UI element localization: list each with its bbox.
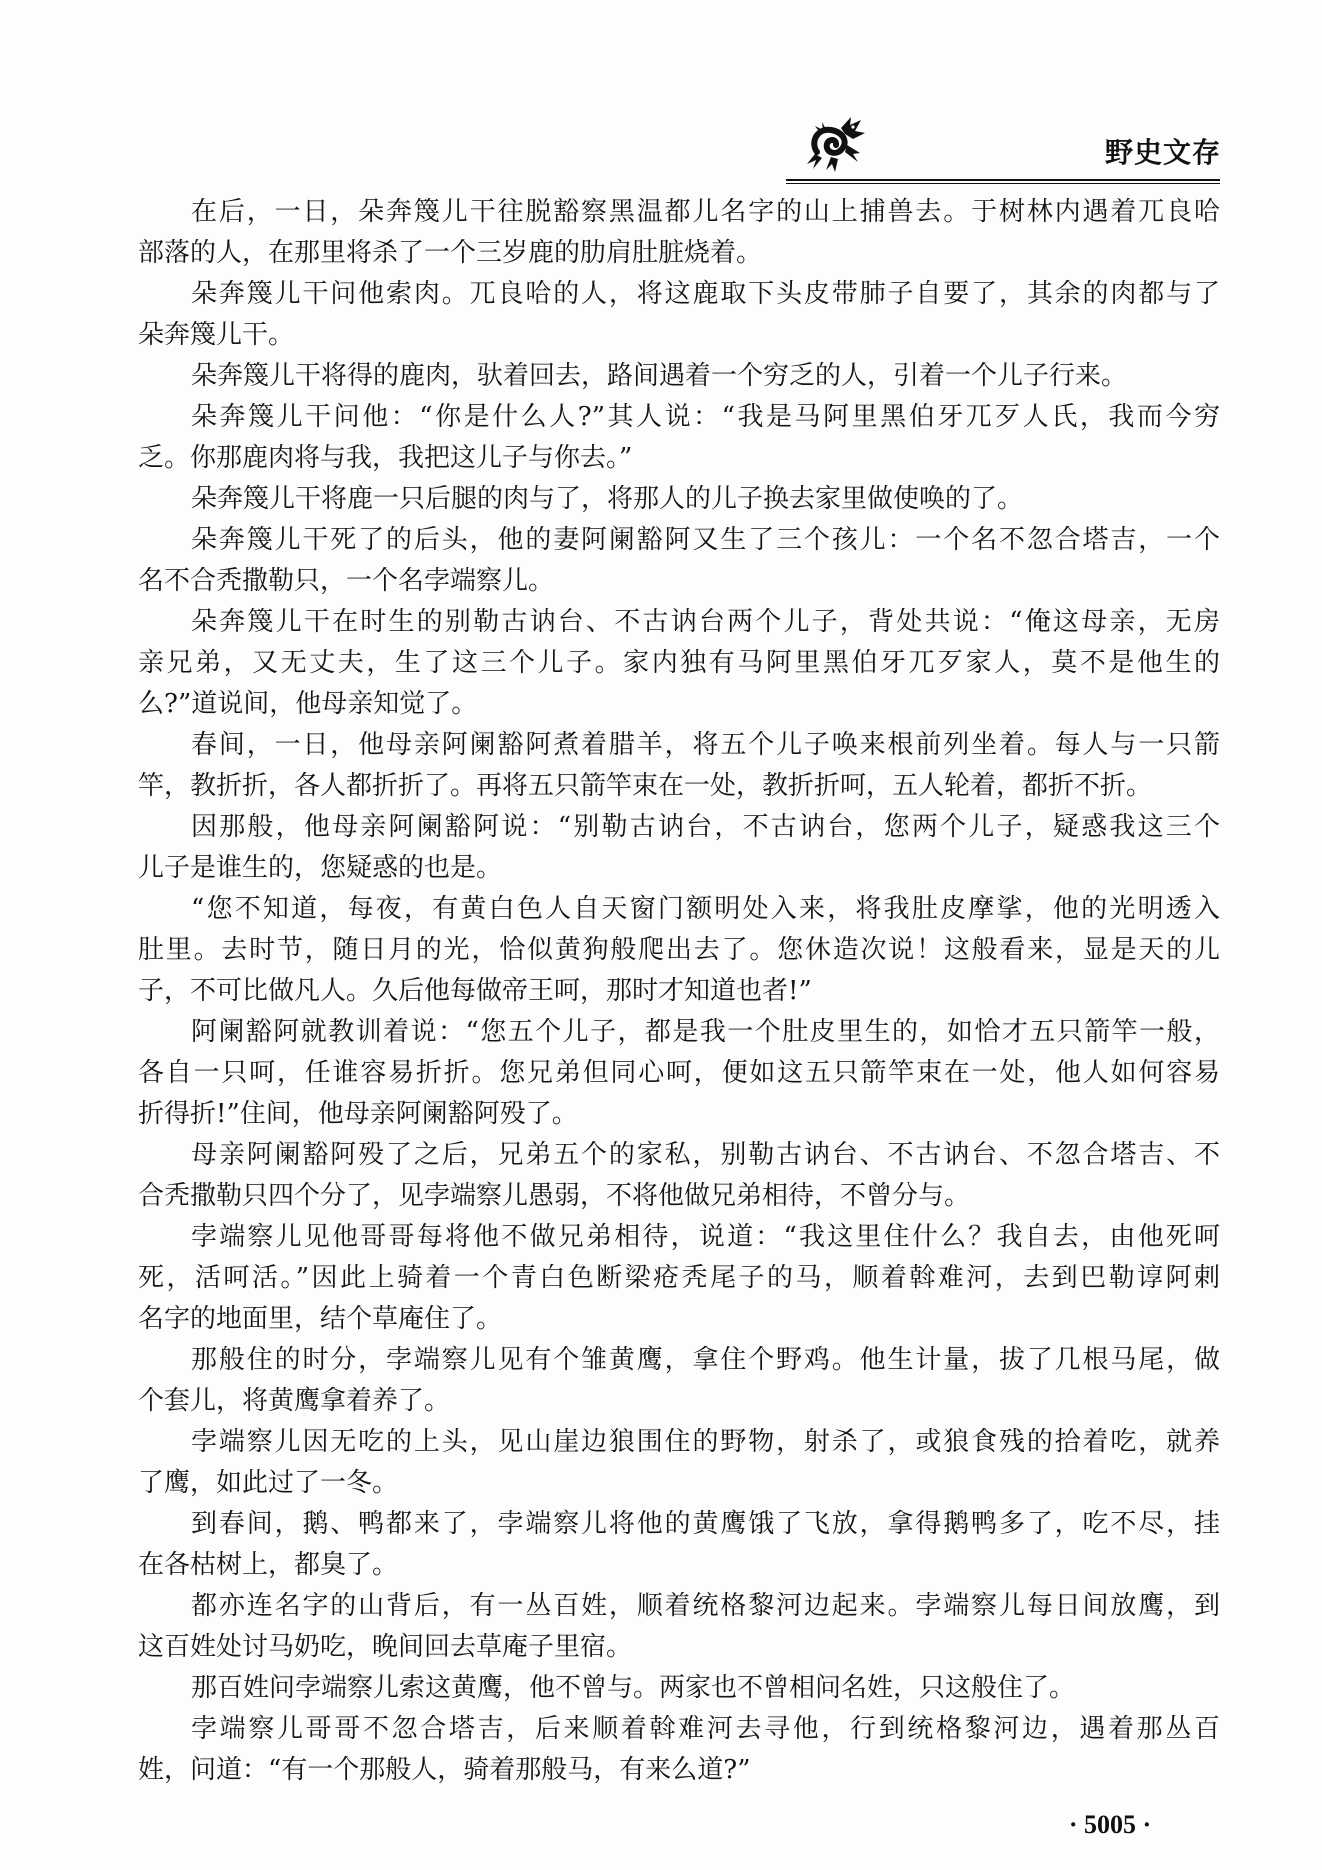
paragraph (138, 479, 1220, 520)
text-line: 名字的地面里，结个草庵住了。 (138, 1304, 503, 1334)
text-line: 这百姓处讨马奶吃，晚间回去草庵子里宿。 (138, 1632, 633, 1662)
paragraph (138, 520, 1220, 602)
page-number: · 5005 · (1068, 1810, 1152, 1839)
text-line: 朵奔篾儿干在时生的别勒古讷台、不古讷台两个儿子，背处共说：“俺这母亲，无房 (191, 607, 1220, 637)
dragon-icon (805, 112, 869, 174)
text-line: 孛端察儿哥哥不忽合塔吉，后来顺着斡难河去寻他，行到统格黎河边，遇着那丛百 (191, 1714, 1220, 1744)
text-line: 姓，问道：“有一个那般人，骑着那般马，有来么道?” (138, 1755, 751, 1785)
text-line: 了鹰，如此过了一冬。 (138, 1468, 399, 1498)
text-line: 朵奔篾儿干。 (138, 320, 295, 350)
text-line: 肚里。去时节，随日月的光，恰似黄狗般爬出去了。您休造次说！这般看来，显是天的儿 (138, 935, 1220, 965)
text-line: 在各枯树上，都臭了。 (138, 1550, 399, 1580)
paragraph (138, 725, 1220, 807)
body-text (138, 192, 1220, 1791)
text-line: 在后，一日，朵奔篾儿干往脱豁察黑温都儿名字的山上捕兽去。于树林内遇着兀良哈 (191, 197, 1220, 227)
text-line: 么?”道说间，他母亲知觉了。 (138, 689, 478, 719)
paragraph (138, 1504, 1220, 1586)
text-line: 朵奔篾儿干问他索肉。兀良哈的人，将这鹿取下头皮带肺子自要了，其余的肉都与了 (191, 279, 1220, 309)
text-line: 儿子是谁生的，您疑惑的也是。 (138, 853, 503, 883)
text-line: 那百姓问孛端察儿索这黄鹰，他不曾与。两家也不曾相问名姓，只这般住了。 (191, 1673, 1076, 1703)
text-line: 因那般，他母亲阿阑豁阿说：“别勒古讷台，不古讷台，您两个儿子，疑惑我这三个 (191, 812, 1220, 842)
text-line: 春间，一日，他母亲阿阑豁阿煮着腊羊，将五个儿子唤来根前列坐着。每人与一只箭 (191, 730, 1220, 760)
header-rule (786, 179, 1220, 184)
text-line: 那般住的时分，孛端察儿见有个雏黄鹰，拿住个野鸡。他生计量，拔了几根马尾，做 (191, 1345, 1220, 1375)
text-line: “您不知道，每夜，有黄白色人自天窗门额明处入来，将我肚皮摩挲，他的光明透入 (191, 894, 1220, 924)
text-line: 竿，教折折，各人都折折了。再将五只箭竿束在一处，教折折呵，五人轮着，都折不折。 (138, 771, 1153, 801)
text-line: 死，活呵活。”因此上骑着一个青白色断梁疮秃尾子的马，顺着斡难河，去到巴勒谆阿剌 (138, 1263, 1220, 1293)
paragraph (138, 602, 1220, 725)
text-line: 子，不可比做凡人。久后他每做帝王呵，那时才知道也者!” (138, 976, 812, 1006)
paragraph (138, 1709, 1220, 1791)
paragraph (138, 1668, 1220, 1709)
text-line: 朵奔篾儿干问他：“你是什么人?”其人说：“我是马阿里黑伯牙兀歹人氏，我而今穷 (191, 402, 1220, 432)
text-line: 朵奔篾儿干将得的鹿肉，驮着回去，路间遇着一个穷乏的人，引着一个儿子行来。 (191, 361, 1128, 391)
paragraph (138, 192, 1220, 274)
text-line: 名不合秃撒勒只，一个名孛端察儿。 (138, 566, 555, 596)
text-line: 合秃撒勒只四个分了，见孛端察儿愚弱，不将他做兄弟相待，不曾分与。 (138, 1181, 971, 1211)
text-line: 母亲阿阑豁阿殁了之后，兄弟五个的家私，别勒古讷台、不古讷台、不忽合塔吉、不 (191, 1140, 1220, 1170)
text-line: 都亦连名字的山背后，有一丛百姓，顺着统格黎河边起来。孛端察儿每日间放鹰，到 (191, 1591, 1220, 1621)
text-line: 孛端察儿因无吃的上头，见山崖边狼围住的野物，射杀了，或狼食残的拾着吃，就养 (191, 1427, 1220, 1457)
paragraph (138, 807, 1220, 889)
text-line: 各自一只呵，任谁容易折折。您兄弟但同心呵，便如这五只箭竿束在一处，他人如何容易 (138, 1058, 1220, 1088)
paragraph (138, 1422, 1220, 1504)
text-line: 乏。你那鹿肉将与我，我把这儿子与你去。” (138, 443, 633, 473)
paragraph (138, 397, 1220, 479)
paragraph (138, 356, 1220, 397)
paragraph (138, 1586, 1220, 1668)
text-line: 部落的人，在那里将杀了一个三岁鹿的肋肩肚脏烧着。 (138, 238, 763, 268)
text-line: 朵奔篾儿干死了的后头，他的妻阿阑豁阿又生了三个孩儿：一个名不忽合塔吉，一个 (191, 525, 1220, 555)
text-line: 朵奔篾儿干将鹿一只后腿的肉与了，将那人的儿子换去家里做使唤的了。 (191, 484, 1024, 514)
paragraph (138, 274, 1220, 356)
text-line: 阿阑豁阿就教训着说：“您五个儿子，都是我一个肚皮里生的，如恰才五只箭竿一般， (191, 1017, 1220, 1047)
paragraph (138, 1135, 1220, 1217)
running-header-title: 野史文存 (1105, 136, 1222, 169)
text-line: 个套儿，将黄鹰拿着养了。 (138, 1386, 451, 1416)
text-line: 折得折!”住间，他母亲阿阑豁阿殁了。 (138, 1099, 578, 1129)
paragraph (138, 1217, 1220, 1340)
text-line: 孛端察儿见他哥哥每将他不做兄弟相待，说道：“我这里住什么？我自去，由他死呵 (191, 1222, 1220, 1252)
paragraph (138, 1340, 1220, 1422)
text-line: 亲兄弟，又无丈夫，生了这三个儿子。家内独有马阿里黑伯牙兀歹家人，莫不是他生的 (138, 648, 1220, 678)
paragraph (138, 1012, 1220, 1135)
paragraph (138, 889, 1220, 1012)
text-line: 到春间，鹅、鸭都来了，孛端察儿将他的黄鹰饿了飞放，拿得鹅鸭多了，吃不尽，挂 (191, 1509, 1220, 1539)
